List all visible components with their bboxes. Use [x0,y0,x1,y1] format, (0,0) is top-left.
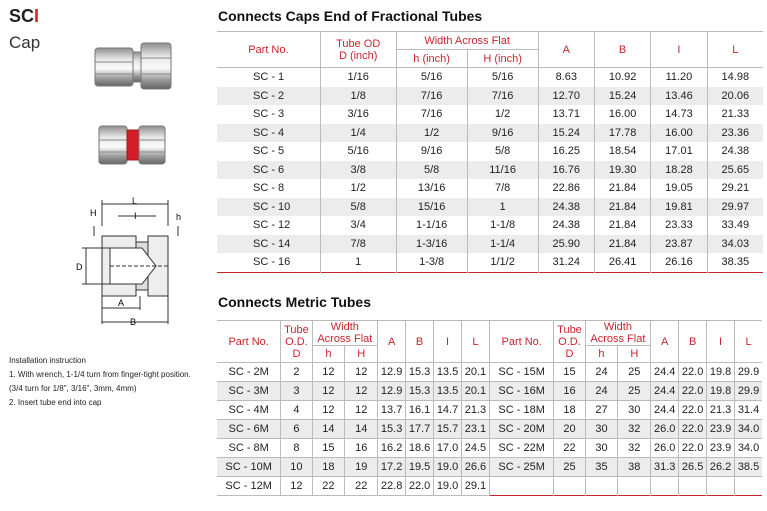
table-cell: 3/8 [320,161,396,180]
table-cell: 12.9 [378,382,406,401]
table-cell: 15.3 [406,363,434,382]
empty-cell [651,477,679,496]
table-cell: 24.5 [462,439,490,458]
table-cell: 33.49 [707,216,763,235]
table-cell: 14.73 [651,105,707,124]
table-cell: 23.87 [651,235,707,254]
table-cell: 19.8 [707,382,735,401]
table-cell: 12 [312,382,345,401]
table-cell: 24.4 [651,401,679,420]
table-row [217,124,763,143]
table-cell: 23.1 [462,420,490,439]
table-cell: 29.9 [735,363,762,382]
table-cell: 14 [345,420,378,439]
table-row [217,363,762,382]
fractional-dimensions-table: Part No. Tube OD D (inch) Width Across Flat A B I L h (inch) H (inch) SC - 1 1/16 5/16 5/16 8.63 10.92 11.20 14.98 SC - 2 1/8 7/16 7/16 12.70 15.24 13.46 20.06 SC - 3 3/16 7/16 1/2 13.71 16.00 14.73 21.33 SC - 4 1/4 1/2 9/16 15.24 17.78 16.00 23.36 SC - 5 5/16 9/16 5/8 16.25 18.54 17.01 24.38 SC - 6 3/8 5/8 11/16 16.76 19.30 18.28 25.65 SC - 8 1/2 13/16 7/8 22.86 21.84 19.05 29.21 SC - 10 5/8 15/16 1 24.38 21.84 19.81 29.97 SC - 12 3/4 1-1/16 1-1/8 24.38 21.84 23.33 33.49 SC - 14 7/8 1-3/16 1-1/4 25.90 21.84 23.87 34.03 SC - 16 1 1-3/8 1/1/2 31.24 26.41 26.16 38.35 [217,31,763,273]
table-cell: 5/16 [467,68,538,87]
table-cell: 5/8 [320,198,396,217]
table-cell: 1/1/2 [467,253,538,272]
table-cell: 31.4 [735,401,762,420]
table-cell: 15 [312,439,345,458]
table-cell: 26.2 [707,458,735,477]
table-cell: 35 [585,458,618,477]
table-cell: 12 [312,363,345,382]
table-cell: 22.0 [679,401,707,420]
table-cell: 34.03 [707,235,763,254]
part-number-cell: SC - 6 [217,161,320,180]
table-row [217,161,763,180]
diagram-label-h: h [176,212,182,222]
table-cell: 26.5 [679,458,707,477]
table-cell: 14.98 [707,68,763,87]
table-cell: 13.5 [434,363,462,382]
empty-cell [585,477,618,496]
table-cell: 26.0 [651,420,679,439]
table-cell: 1/2 [396,124,467,143]
table-cell: 38.35 [707,253,763,272]
part-number-cell: SC - 20M [489,420,553,439]
table-cell: 20 [554,420,585,439]
table-row [217,253,763,272]
table-cell: 29.97 [707,198,763,217]
table-cell: 21.84 [594,216,650,235]
table-cell: 19.05 [651,179,707,198]
table-row [217,458,762,477]
table-cell: 10 [281,458,312,477]
table-cell: 16 [345,439,378,458]
table-cell: 24.4 [651,382,679,401]
table-cell: 8 [281,439,312,458]
table-cell: 7/8 [320,235,396,254]
table-cell: 6 [281,420,312,439]
table-cell: 18.6 [406,439,434,458]
table-cell: 19.0 [434,477,462,496]
table-cell: 24.38 [538,198,594,217]
part-number-cell: SC - 22M [489,439,553,458]
table-cell: 23.33 [651,216,707,235]
table-cell: 11/16 [467,161,538,180]
table-cell: 18.54 [594,142,650,161]
table-row [217,142,763,161]
table-cell: 25 [618,382,651,401]
table-cell: 12 [281,477,312,496]
table-cell: 13.5 [434,382,462,401]
table-cell: 17.78 [594,124,650,143]
table-row [217,382,762,401]
part-number-cell: SC - 12 [217,216,320,235]
table-cell: 26.16 [651,253,707,272]
table-cell: 1/4 [320,124,396,143]
table-cell: 24 [585,382,618,401]
table-cell: 25.65 [707,161,763,180]
table-cell: 16 [554,382,585,401]
table-cell: 34.0 [735,439,762,458]
part-number-cell: SC - 4 [217,124,320,143]
table-cell: 17.7 [406,420,434,439]
empty-cell [707,477,735,496]
cap-cross-section-diagram [72,196,200,328]
table-cell: 16.00 [594,105,650,124]
table-cell: 1-3/16 [396,235,467,254]
table-cell: 21.33 [707,105,763,124]
table-cell: 27 [585,401,618,420]
table-cell: 22.0 [406,477,434,496]
part-number-cell: SC - 25M [489,458,553,477]
part-number-cell: SC - 15M [489,363,553,382]
part-number-cell: SC - 4M [217,401,281,420]
table-cell: 17.0 [434,439,462,458]
table-cell: 19.30 [594,161,650,180]
diagram-label-D: D [76,262,83,272]
table-cell: 1/2 [320,179,396,198]
table-cell: 2 [281,363,312,382]
empty-cell [554,477,585,496]
table-cell: 15.7 [434,420,462,439]
part-number-cell: SC - 6M [217,420,281,439]
table-cell: 24 [585,363,618,382]
table-cell: 34.0 [735,420,762,439]
part-number-cell: SC - 8 [217,179,320,198]
table-cell: 1-3/8 [396,253,467,272]
part-number-cell: SC - 5 [217,142,320,161]
metric-table-title: Connects Metric Tubes [218,294,371,310]
table-cell: 1/16 [320,68,396,87]
table-cell: 31.3 [651,458,679,477]
table-cell: 18.28 [651,161,707,180]
table-cell: 22.8 [378,477,406,496]
table-cell: 21.84 [594,179,650,198]
table-cell: 30 [585,420,618,439]
empty-cell [735,477,762,496]
table-cell: 7/16 [467,87,538,106]
table-row [217,216,763,235]
table-cell: 23.36 [707,124,763,143]
table-cell: 3/16 [320,105,396,124]
table-cell: 20.06 [707,87,763,106]
table-cell: 22.0 [679,363,707,382]
table-cell: 29.21 [707,179,763,198]
table-cell: 3/4 [320,216,396,235]
table-row [217,401,762,420]
table-cell: 5/8 [467,142,538,161]
table-cell: 17.2 [378,458,406,477]
table-cell: 21.3 [462,401,490,420]
part-number-cell: SC - 10 [217,198,320,217]
table-cell: 12 [312,401,345,420]
table-cell: 12 [345,382,378,401]
table-cell: 12 [345,363,378,382]
table-cell: 32 [618,439,651,458]
table-cell: 22.86 [538,179,594,198]
table-cell: 22.0 [679,439,707,458]
metric-dimensions-table: Part No. Tube O.D. D Width Across Flat A B I L Part No. Tube O.D. D Width Across Flat A B I L h H h H SC - 2M 2 12 12 12.9 15.3 13.5 20.1 SC - 15M 15 24 25 24.4 22.0 19.8 29.9 SC - 3M 3 12 12 12.9 15.3 13.5 20.1 SC - 16M 16 24 25 24.4 22.0 19.8 29.9 SC - 4M 4 12 12 13.7 16.1 14.7 21.3 SC - 18M 18 27 30 24.4 22.0 21.3 31.4 SC - 6M 6 14 14 15.3 17.7 15.7 23.1 SC - 20M 20 30 32 26.0 22.0 23.9 34.0 SC - 8M 8 15 16 16.2 18.6 17.0 24.5 SC - 22M 22 30 32 26.0 22.0 23.9 34.0 SC - 10M 10 18 19 17.2 19.5 19.0 26.6 SC - 25M 25 35 38 31.3 26.5 26.2 38.5 SC - 12M 12 22 22 22.8 22.0 19.0 29.1 [217,320,762,496]
table-cell: 19.81 [651,198,707,217]
table-row [217,105,763,124]
table-cell: 30 [618,401,651,420]
table-cell: 7/16 [396,105,467,124]
table-cell: 16.76 [538,161,594,180]
part-number-cell: SC - 1 [217,68,320,87]
table-cell: 12.9 [378,363,406,382]
table-cell: 15 [554,363,585,382]
table-cell: 15.3 [378,420,406,439]
table-cell: 19 [345,458,378,477]
table-cell: 10.92 [594,68,650,87]
table-cell: 11.20 [651,68,707,87]
table-cell: 15.3 [406,382,434,401]
table-cell: 31.24 [538,253,594,272]
table-cell: 25 [554,458,585,477]
table-cell: 24.38 [538,216,594,235]
table-cell: 21.3 [707,401,735,420]
part-number-cell: SC - 2M [217,363,281,382]
table-cell: 1/2 [467,105,538,124]
table-cell: 15.24 [538,124,594,143]
table-cell: 17.01 [651,142,707,161]
table-cell: 1 [467,198,538,217]
table-row [217,87,763,106]
table-cell: 3 [281,382,312,401]
table-cell: 19.0 [434,458,462,477]
table-cell: 9/16 [396,142,467,161]
table-row [217,420,762,439]
product-name: Cap [9,33,41,52]
table-cell: 24.4 [651,363,679,382]
table-row [217,68,763,87]
table-cell: 21.84 [594,235,650,254]
table-cell: 16.25 [538,142,594,161]
table-row [217,198,763,217]
part-number-cell: SC - 10M [217,458,281,477]
table-row [217,179,763,198]
table-cell: 15/16 [396,198,467,217]
table-cell: 1-1/4 [467,235,538,254]
table-cell: 12 [345,401,378,420]
table-cell: 7/16 [396,87,467,106]
table-row [217,477,762,496]
table-cell: 12.70 [538,87,594,106]
table-cell: 29.9 [735,382,762,401]
empty-cell [618,477,651,496]
table-cell: 5/8 [396,161,467,180]
table-cell: 13.71 [538,105,594,124]
diagram-label-H: H [90,208,97,218]
part-number-cell: SC - 14 [217,235,320,254]
table-cell: 32 [618,420,651,439]
part-number-cell: SC - 16M [489,382,553,401]
table-cell: 5/16 [320,142,396,161]
table-cell: 23.9 [707,439,735,458]
part-number-cell: SC - 12M [217,477,281,496]
cap-assembled-photo [97,122,169,168]
table-cell: 20.1 [462,382,490,401]
table-cell: 1 [320,253,396,272]
product-code: SCI [9,6,40,26]
empty-cell [489,477,553,496]
table-cell: 1-1/16 [396,216,467,235]
table-cell: 19.5 [406,458,434,477]
table-cell: 22 [312,477,345,496]
table-cell: 7/8 [467,179,538,198]
table-cell: 24.38 [707,142,763,161]
table-cell: 22 [345,477,378,496]
table-cell: 30 [585,439,618,458]
table-cell: 16.1 [406,401,434,420]
table-row [217,235,763,254]
table-cell: 1-1/8 [467,216,538,235]
table-cell: 14.7 [434,401,462,420]
table-cell: 13.46 [651,87,707,106]
cap-photo [93,40,175,92]
table-cell: 38 [618,458,651,477]
table-cell: 23.9 [707,420,735,439]
table-cell: 18 [312,458,345,477]
table-cell: 22.0 [679,382,707,401]
table-cell: 20.1 [462,363,490,382]
table-cell: 8.63 [538,68,594,87]
table-cell: 38.5 [735,458,762,477]
part-number-cell: SC - 3 [217,105,320,124]
table-cell: 15.24 [594,87,650,106]
part-number-cell: SC - 8M [217,439,281,458]
table-cell: 29.1 [462,477,490,496]
table-cell: 1/8 [320,87,396,106]
part-number-cell: SC - 16 [217,253,320,272]
table-cell: 25 [618,363,651,382]
table-cell: 22.0 [679,420,707,439]
table-cell: 26.41 [594,253,650,272]
empty-cell [679,477,707,496]
table-cell: 22 [554,439,585,458]
part-number-cell: SC - 2 [217,87,320,106]
table-row [217,439,762,458]
table-cell: 26.0 [651,439,679,458]
diagram-label-A: A [118,298,125,308]
installation-instructions: Installation instruction 1. With wrench, 1-1/4 turn from finger-tight position. (3/4 turn for 1/8", 3/16", 3mm, 4mm) 2. Insert tube end into cap [9,356,191,407]
table-cell: 21.84 [594,198,650,217]
diagram-label-L: L [132,196,138,206]
diagram-label-I: I [134,211,137,221]
diagram-label-B: B [130,317,137,327]
part-number-cell: SC - 3M [217,382,281,401]
table-cell: 14 [312,420,345,439]
table-cell: 5/16 [396,68,467,87]
table-cell: 26.6 [462,458,490,477]
table-cell: 13/16 [396,179,467,198]
fractional-table-title: Connects Caps End of Fractional Tubes [218,8,483,24]
table-cell: 16.2 [378,439,406,458]
part-number-cell: SC - 18M [489,401,553,420]
table-cell: 4 [281,401,312,420]
table-cell: 13.7 [378,401,406,420]
table-cell: 18 [554,401,585,420]
table-cell: 19.8 [707,363,735,382]
table-cell: 25.90 [538,235,594,254]
table-cell: 9/16 [467,124,538,143]
table-cell: 16.00 [651,124,707,143]
